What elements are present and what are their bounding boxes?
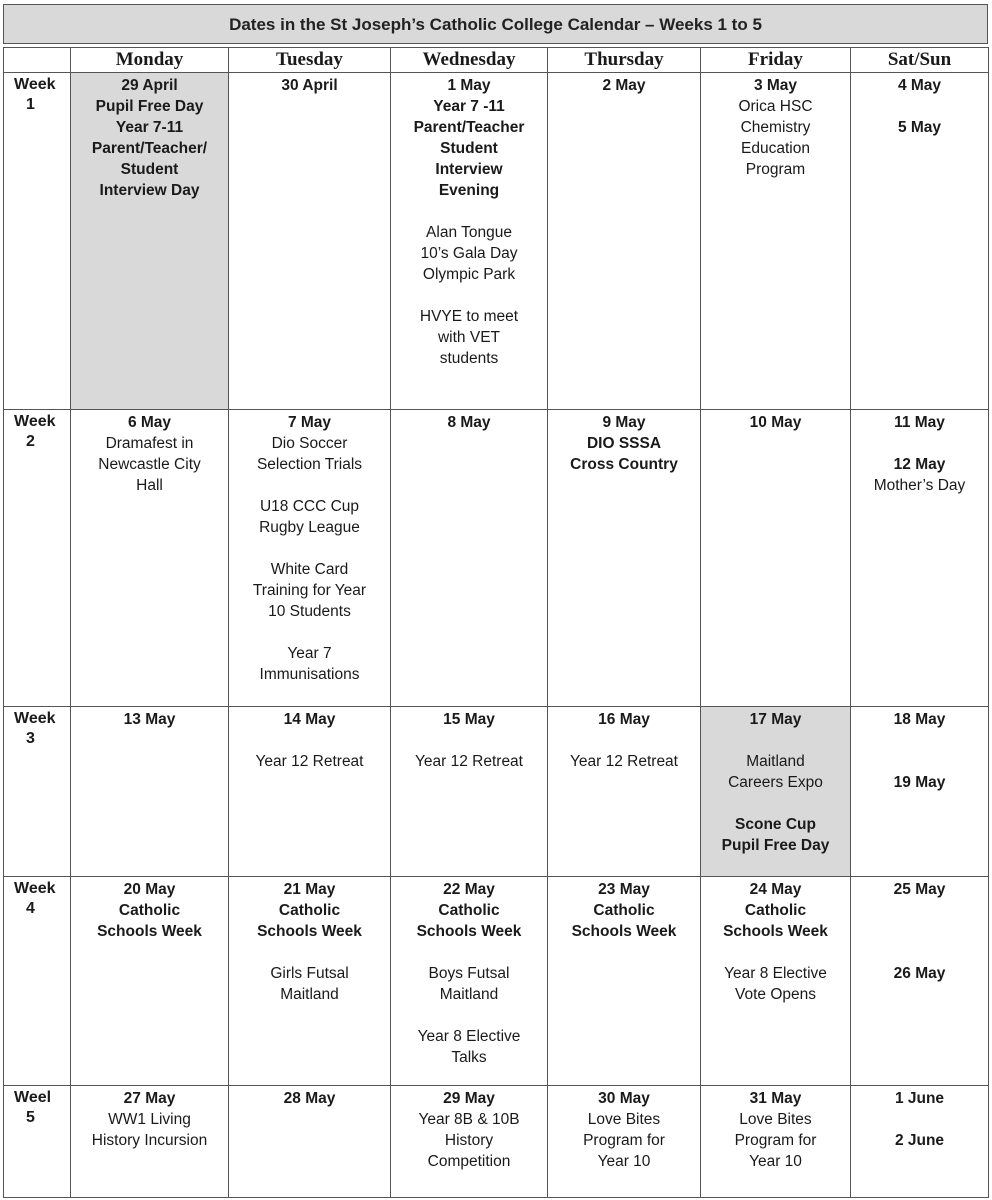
week-label: Week 4 — [4, 877, 71, 1086]
day-header-monday: Monday — [71, 48, 229, 73]
weekend-cell: 4 May 5 May — [851, 73, 989, 410]
day-cell: 17 May Maitland Careers Expo Scone Cup Pupil Free Day — [701, 707, 851, 877]
calendar-title: Dates in the St Joseph’s Catholic College Calendar – Weeks 1 to 5 — [3, 4, 988, 44]
weekend-cell: 11 May 12 May Mother’s Day — [851, 410, 989, 707]
calendar-table — [3, 47, 989, 1198]
day-cell: 16 May Year 12 Retreat — [548, 707, 701, 877]
day-header-tuesday: Tuesday — [229, 48, 391, 73]
day-cell: 24 May Catholic Schools Week Year 8 Elective Vote Opens — [701, 877, 851, 1086]
day-cell: 22 May Catholic Schools Week Boys Futsal Maitland Year 8 Elective Talks — [391, 877, 548, 1086]
day-cell: 21 May Catholic Schools Week Girls Futsal Maitland — [229, 877, 391, 1086]
day-cell: 14 May Year 12 Retreat — [229, 707, 391, 877]
week-row-3 — [4, 707, 989, 877]
week-row-2 — [4, 410, 989, 707]
day-cell: 28 May — [229, 1086, 391, 1198]
day-header-row — [4, 48, 989, 73]
day-cell: 29 April Pupil Free Day Year 7-11 Parent/Teacher/ Student Interview Day — [71, 73, 229, 410]
day-cell: 31 May Love Bites Program for Year 10 — [701, 1086, 851, 1198]
day-cell: 15 May Year 12 Retreat — [391, 707, 548, 877]
week-label: Week 2 — [4, 410, 71, 707]
day-cell: 20 May Catholic Schools Week — [71, 877, 229, 1086]
week-label: Week 3 — [4, 707, 71, 877]
day-cell: 7 May Dio Soccer Selection Trials U18 CCC Cup Rugby League White Card Training for Year 10 Students Year 7 Immunisations — [229, 410, 391, 707]
day-cell: 8 May — [391, 410, 548, 707]
day-header-thursday: Thursday — [548, 48, 701, 73]
day-cell: 9 May DIO SSSA Cross Country — [548, 410, 701, 707]
day-cell: 23 May Catholic Schools Week — [548, 877, 701, 1086]
day-cell: 2 May — [548, 73, 701, 410]
day-cell: 3 May Orica HSC Chemistry Education Program — [701, 73, 851, 410]
day-cell: 1 May Year 7 -11 Parent/Teacher Student Interview Evening Alan Tongue 10’s Gala Day Olympic Park HVYE to meet with VET students — [391, 73, 548, 410]
day-cell: 27 May WW1 Living History Incursion — [71, 1086, 229, 1198]
day-cell: 10 May — [701, 410, 851, 707]
day-cell: 29 May Year 8B & 10B History Competition — [391, 1086, 548, 1198]
day-cell: 13 May — [71, 707, 229, 877]
corner-cell — [4, 48, 71, 73]
week-row-1 — [4, 73, 989, 410]
day-header-friday: Friday — [701, 48, 851, 73]
day-header-wednesday: Wednesday — [391, 48, 548, 73]
day-cell: 6 May Dramafest in Newcastle City Hall — [71, 410, 229, 707]
weekend-cell: 18 May 19 May — [851, 707, 989, 877]
week-label: Week 1 — [4, 73, 71, 410]
day-cell: 30 May Love Bites Program for Year 10 — [548, 1086, 701, 1198]
week-row-5 — [4, 1086, 989, 1198]
week-label: Weel 5 — [4, 1086, 71, 1198]
week-row-4 — [4, 877, 989, 1086]
weekend-cell: 1 June 2 June — [851, 1086, 989, 1198]
weekend-cell: 25 May 26 May — [851, 877, 989, 1086]
day-cell: 30 April — [229, 73, 391, 410]
day-header-sat-sun: Sat/Sun — [851, 48, 989, 73]
